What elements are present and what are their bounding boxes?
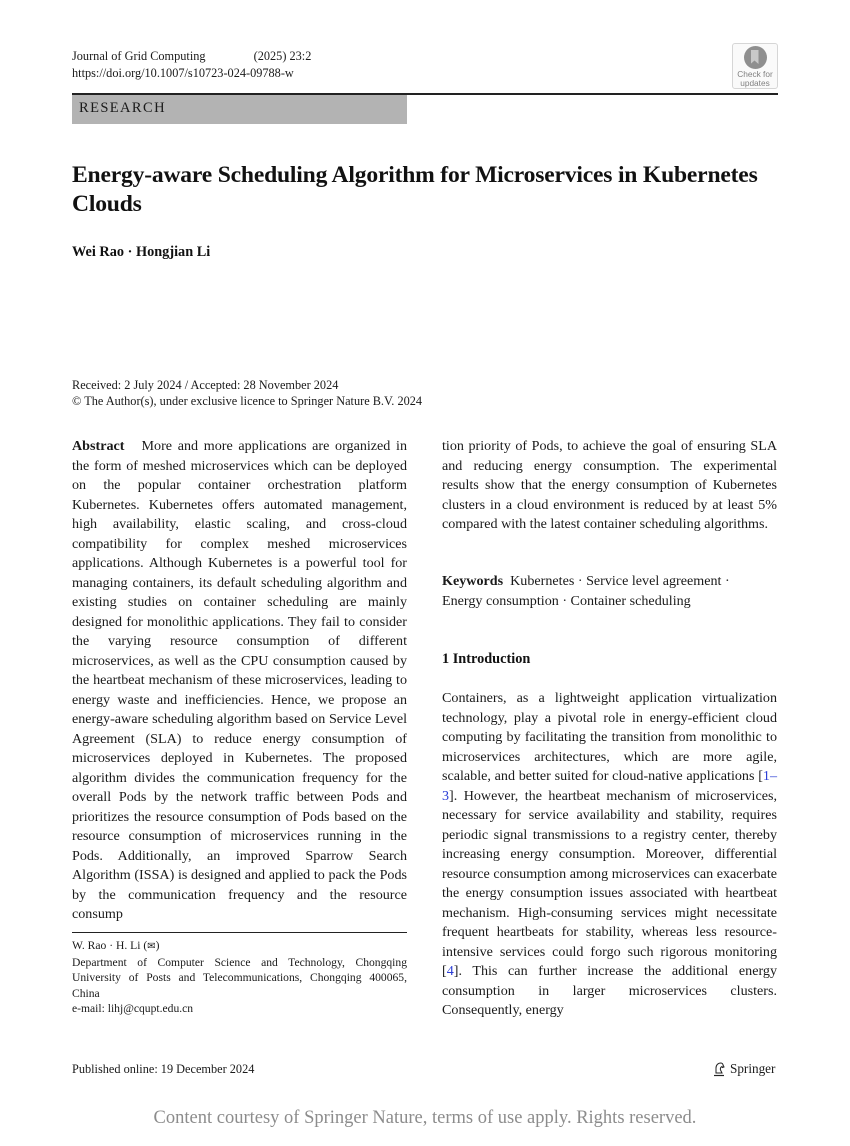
footnote-paren: ) xyxy=(155,939,160,952)
check-for-updates-icon xyxy=(744,46,767,69)
section-heading-introduction: 1 Introduction xyxy=(442,651,531,667)
section-type-label: RESEARCH xyxy=(79,100,166,116)
keyword: Kubernetes xyxy=(510,573,575,589)
footnote-divider xyxy=(72,932,407,933)
journal-name: Journal of Grid Computing xyxy=(72,49,206,63)
keyword: Energy consumption xyxy=(442,592,559,609)
author-footnote xyxy=(72,938,407,1017)
citation-link[interactable]: 1–3 xyxy=(442,768,777,804)
section-type-band xyxy=(72,95,407,124)
intro-text: ]. This can further increase the additional energy consumption in larger microservices clusters. Consequently, energy xyxy=(442,963,777,1018)
article-dates xyxy=(72,377,422,409)
published-date: Published online: 19 December 2024 xyxy=(72,1062,255,1076)
check-for-updates-button[interactable] xyxy=(732,43,778,89)
copyright-line: © The Author(s), under exclusive licence to Springer Nature B.V. 2024 xyxy=(72,394,423,408)
keyword: Service level agreement xyxy=(586,573,722,589)
intro-text: Containers, as a lightweight application virtualization technology, play a pivotal role in energy-efficient cloud computing by facilitating the transition from monolithic to microservices architectures, which are more agile, scalable, and better suited for cloud-native applications [ xyxy=(442,690,777,784)
abstract-text: More and more applications are organized in the form of meshed microservices which can be deployed on the popular container orchestration platform Kubernetes. Kubernetes offers automated management, high availability, elastic scaling, and cross-cloud compatibility for complex meshed microservices applications. Although Kubernetes is a powerful tool for managing containers, its default scheduling algorithm and existing studies on container scheduling are mainly designed for monolithic applications. They fail to consider the varying resource consumption of different microservices, as well as the CPU consumption caused by the heartbeat mechanism of these microservices, leading to energy waste and inefficiencies. Hence, we propose an energy-aware scheduling algorithm based on Service Level Agreement (SLA) to reduce energy consumption of microservices deployed in Kubernetes. The proposed algorithm divides the communication frequency for the overall Pods by the network traffic between Pods and prioritizes the resource consumption of Pods based on the resource consumption of microservices running in the Pods. Additionally, an improved Sparrow Search Algorithm (ISSA) is designed and applied to pack the Pods by the communication frequency and the resource consump xyxy=(72,438,407,922)
footnote-authors: W. Rao · H. Li ( xyxy=(72,939,148,952)
citation-link[interactable]: 4 xyxy=(446,963,454,979)
abstract-left-column xyxy=(72,437,407,925)
keywords-label: Keywords xyxy=(442,573,504,589)
crossmark-label-2: updates xyxy=(740,77,770,88)
email-link[interactable]: e-mail: lihj@cqupt.edu.cn xyxy=(72,1002,194,1015)
courtesy-notice: Content courtesy of Springer Nature, terms of use apply. Rights reserved. xyxy=(153,1108,697,1128)
crossmark-label-1: Check for xyxy=(737,69,773,79)
journal-volume: (2025) 23:2 xyxy=(253,49,312,63)
doi-link[interactable]: https://doi.org/10.1007/s10723-024-09788-w xyxy=(72,66,294,80)
publisher-logo xyxy=(712,1061,775,1077)
abstract-right-column xyxy=(442,437,777,535)
springer-horse-icon xyxy=(712,1061,726,1077)
introduction-paragraph xyxy=(442,689,777,1021)
article-title: Energy-aware Scheduling Algorithm for Microservices in Kubernetes Clouds xyxy=(72,162,758,217)
author-list xyxy=(72,244,210,261)
publisher-name: Springer xyxy=(730,1061,776,1076)
abstract-text-continued: tion priority of Pods, to achieve the goal of ensuring SLA and reducing energy consumption. The experimental results show that the energy consumption of Kubernetes clusters in a cloud environment is reduced by at least 5% compared with the latest container scheduling algorithms. xyxy=(442,438,777,532)
author-name: Wei Rao xyxy=(72,244,125,260)
intro-text: ]. However, the heartbeat mechanism of microservices, necessary for service availability and stability, requires periodic signal transmissions to a registry center, thereby increasing energy consumption. Moreover, differential resource consumption among microservices can exacerbate the energy consumption issues associated with heartbeat mechanism. High-consuming services might necessitate frequent heartbeats for stability, whereas less resource-intensive services could forgo such rigorous monitoring [ xyxy=(442,787,777,979)
keyword: Container scheduling xyxy=(570,592,691,609)
envelope-icon[interactable]: ✉ xyxy=(147,941,156,952)
keywords: Keywords Kubernetes · Service level agreement · Energy consumption · Container scheduling xyxy=(442,573,730,609)
abstract-label: Abstract xyxy=(72,438,125,454)
author-separator: · xyxy=(124,244,136,260)
affiliation: Department of Computer Science and Technology, Chongqing University of Posts and Telecommunications, Chongqing 400065, China xyxy=(72,955,407,1000)
journal-header xyxy=(72,48,311,82)
author-name: Hongjian Li xyxy=(135,244,211,260)
received-accepted: Received: 2 July 2024 / Accepted: 28 November 2024 xyxy=(72,378,339,392)
